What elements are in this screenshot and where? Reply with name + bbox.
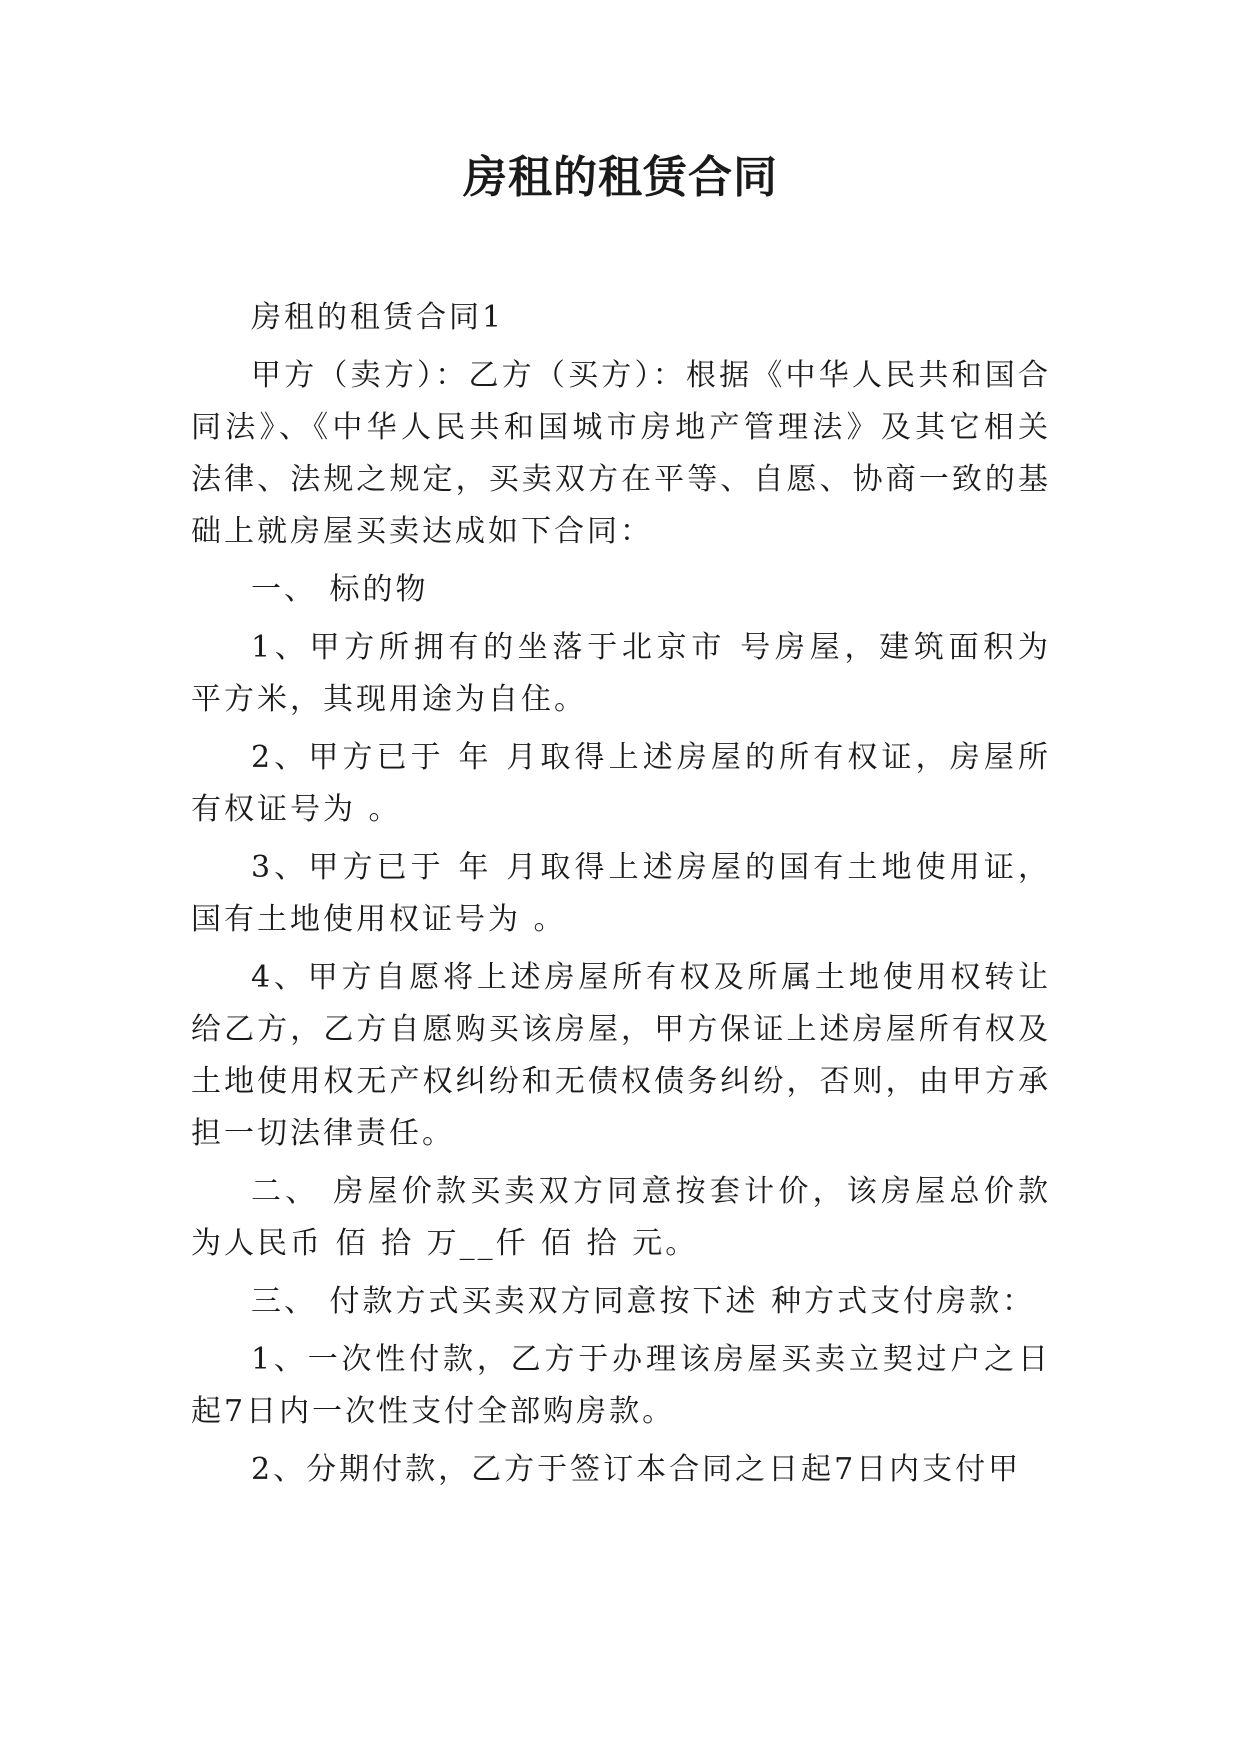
section-payment: 三、 付款方式买卖双方同意按下述 种方式支付房款： — [251, 1284, 1036, 1319]
clause-1-location: 1、甲方所拥有的坐落于北京市 号房屋，建筑面积为 平方米，其现用途为自住。 — [191, 630, 1051, 717]
payment-option-1: 1、一次性付款，乙方于办理该房屋买卖立契过户之日起7日内一次性支付全部购房款。 — [191, 1342, 1051, 1429]
clause-2-ownership-cert: 2、甲方已于 年 月取得上述房屋的所有权证，房屋所有权证号为 。 — [191, 740, 1051, 827]
paragraph-preamble: 甲方（卖方）：乙方（买方）：根据《中华人民共和国合同法》、《中华人民共和国城市房地产管理法》及其它相关法律、法规之规定，买卖双方在平等、自愿、协商一致的基础上就房屋买卖达成如下合同： — [191, 358, 1051, 549]
clause-4-transfer: 4、甲方自愿将上述房屋所有权及所属土地使用权转让给乙方，乙方自愿购买该房屋，甲方保证上述房屋所有权及土地使用权无产权纠纷和无债权债务纠纷，否则，由甲方承担一切法律责任。 — [191, 960, 1051, 1151]
paragraph-heading: 房租的租赁合同1 — [251, 300, 505, 335]
payment-option-2: 2、分期付款，乙方于签订本合同之日起7日内支付甲 — [251, 1452, 1022, 1487]
document-title: 房租的租赁合同 — [463, 152, 778, 203]
section-price: 二、 房屋价款买卖双方同意按套计价，该房屋总价款为人民币 佰 拾 万__仟 佰 拾 元。 — [191, 1174, 1051, 1261]
document-body — [191, 292, 1051, 1502]
clause-3-land-cert: 3、甲方已于 年 月取得上述房屋的国有土地使用证，国有土地使用权证号为 。 — [191, 850, 1051, 937]
section-heading-subject: 一、 标的物 — [251, 572, 429, 607]
